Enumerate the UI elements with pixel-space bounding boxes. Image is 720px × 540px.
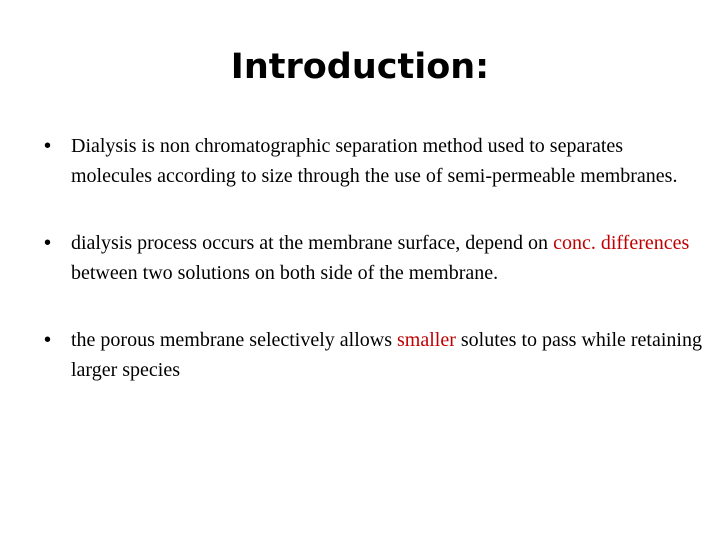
bullet-item-2 xyxy=(44,228,708,288)
bullet-list xyxy=(44,131,708,385)
bullet-text: the porous membrane selectively allows xyxy=(71,329,398,351)
bullet-dot-icon: • xyxy=(44,232,52,254)
bullet-item-3 xyxy=(44,325,708,385)
bullet-dot-icon: • xyxy=(44,135,52,157)
bullet-text: dialysis process occurs at the membrane surface, depend on xyxy=(71,232,554,254)
highlighted-term: smaller xyxy=(397,329,456,351)
bullet-item-1 xyxy=(44,131,708,191)
slide-title: Introduction: xyxy=(230,47,490,87)
bullet-text: between two solutions on both side of the membrane. xyxy=(71,262,499,284)
bullet-dot-icon: • xyxy=(44,329,52,351)
highlighted-term: conc. differences xyxy=(553,232,690,254)
bullet-text: solutes to pass while retaining larger species xyxy=(71,329,702,381)
bullet-text: Dialysis is non chromatographic separation method used to separates molecules according to size through the use of semi-permeable membranes. xyxy=(71,135,678,187)
